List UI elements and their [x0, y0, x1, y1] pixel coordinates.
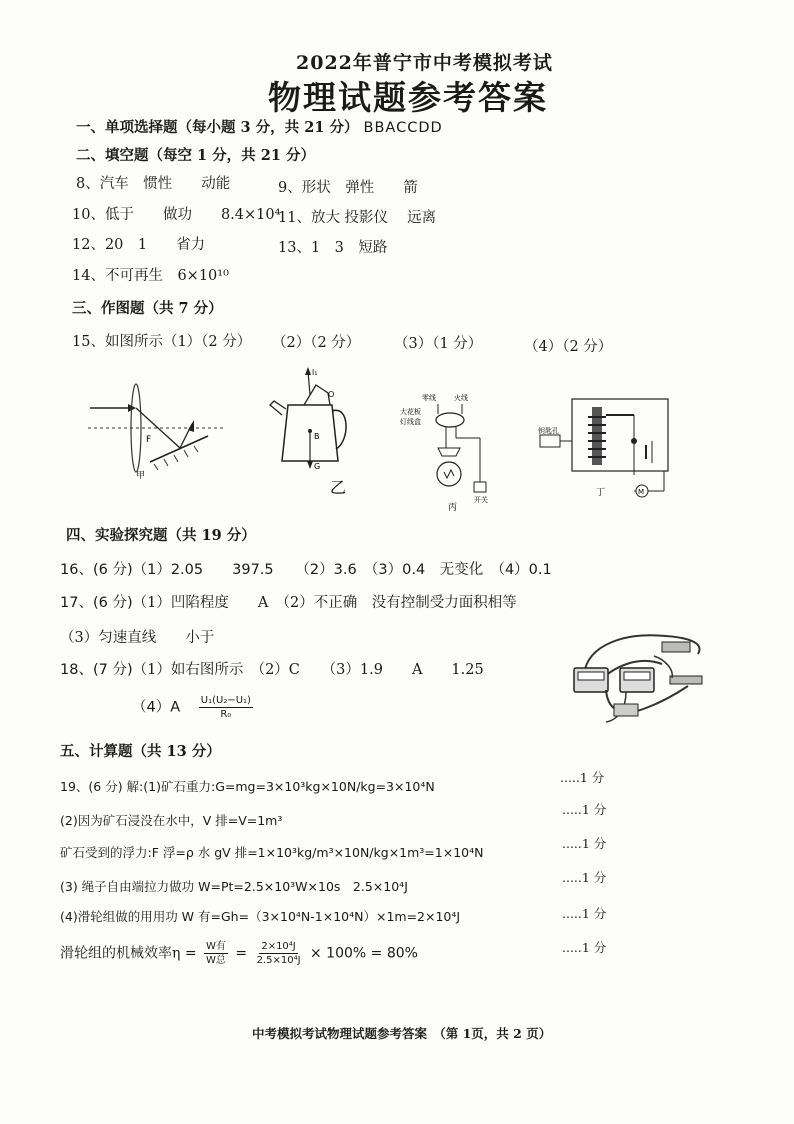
answer-q17 — [60, 591, 517, 612]
fig-ding-label-keyhole: 钥匙孔 — [538, 427, 559, 435]
score-mark: .....1 分 — [562, 940, 607, 955]
section-2-heading: 二、填空题（每空 1 分，共 21 分） — [76, 147, 315, 164]
efficiency-fraction-values — [255, 940, 303, 967]
answer-q15-part4: （4）（2 分） — [524, 339, 613, 355]
answer-q16 — [60, 558, 552, 579]
answer-q9: 9、形状 弹性 箭 — [278, 180, 418, 196]
fig-yi-label-O: O — [328, 390, 335, 399]
answer-q15-part3: （3）（1 分） — [394, 336, 483, 352]
answer-q11: 11、放大 投影仪 远离 — [278, 210, 437, 226]
figure-yi-kettle — [268, 365, 368, 500]
section-1-answers: BBACCDD — [363, 120, 443, 136]
q18-body: （1）如右图所示 （2）C （3）1.9 A 1.25 — [132, 662, 484, 678]
figure-jia-lens-mirror — [88, 380, 228, 480]
section-5-heading: 五、计算题（共 13 分） — [60, 743, 221, 760]
fig-yi-label-l1: l₁ — [312, 368, 318, 377]
figure-bing-circuit — [398, 392, 498, 514]
q18-fraction — [199, 694, 253, 721]
section-3-heading: 三、作图题（共 7 分） — [72, 300, 223, 317]
page-footer: 中考模拟考试物理试题参考答案 （第 1页，共 2 页） — [252, 1026, 552, 1041]
answer-q15-part1: 15、如图所示（1）（2 分） — [72, 334, 252, 350]
q19-prefix: 19、(6 分) 解: — [60, 779, 144, 794]
answer-q19-efficiency: 滑轮组的机械效率η = $\frac{\text{W有}}{\text{W总}}$ = $\frac{\text{2×10⁴J}}{\text{2.5×10⁴J}}$ × 100% = 80% — [60, 941, 418, 966]
fig-jia-label-F: F — [146, 435, 152, 445]
score-mark: .....1 分 — [562, 802, 607, 817]
score-mark: .....1 分 — [562, 836, 607, 851]
answer-q19-buoyancy: 矿石受到的浮力:F 浮=ρ 水 gV 排=1×10³kg/m³×10N/kg×1m³=1×10⁴N — [60, 845, 484, 860]
fig-bing-label-live: 火线 — [454, 394, 468, 402]
answer-q13: 13、1 3 短路 — [278, 240, 388, 256]
answer-q10: 10、低于 做功 8.4×10⁴ — [72, 207, 281, 223]
efficiency-fraction-w — [204, 940, 228, 967]
fig-bing-label-neutral: 零线 — [422, 394, 436, 402]
answer-q18-part4 — [132, 694, 256, 721]
q16-body: （1）2.05 397.5 （2）3.6 （3）0.4 无变化 （4）0.1 — [132, 562, 552, 578]
fig-bing-label-switch: 开关 — [474, 496, 488, 504]
q16-prefix: 16、(6 分) — [60, 562, 133, 578]
q17-body: （1）凹陷程度 A （2）不正确 没有控制受力面积相等 — [132, 595, 517, 611]
q19-step1: (1)矿石重力:G=mg=3×10³kg×10N/kg=3×10⁴N — [143, 779, 435, 794]
section-1-heading — [76, 116, 443, 137]
answer-q12: 12、20 1 省力 — [72, 237, 206, 253]
fig-yi-label-G: G — [314, 462, 321, 471]
q18-fraction-numerator: U₁(U₂−U₁) — [200, 695, 251, 706]
efficiency-fraction-w-denominator: W总 — [206, 955, 226, 966]
fig-bing-caption: 丙 — [448, 503, 458, 513]
score-mark: .....1 分 — [560, 770, 605, 785]
fig-yi-caption: 乙 — [330, 478, 347, 497]
score-mark: .....1 分 — [562, 906, 607, 921]
answer-q19-step4: (4)滑轮组做的用用功 W 有=Gh=（3×10⁴N-1×10⁴N）×1m=2×10⁴J — [60, 909, 461, 924]
answer-q8: 8、汽车 惯性 动能 — [76, 176, 231, 192]
answer-q19-line1 — [60, 777, 435, 795]
answer-q14: 14、不可再生 6×10¹⁰ — [72, 268, 229, 284]
efficiency-result: × 100% = 80% — [309, 945, 418, 962]
answer-q17-part3: （3）匀速直线 小于 — [60, 630, 215, 646]
q17-prefix: 17、(6 分) — [60, 595, 133, 611]
efficiency-fraction-w-numerator: W有 — [206, 941, 226, 952]
answer-q18 — [60, 658, 484, 679]
q18-prefix: 18、(7 分) — [60, 662, 133, 678]
section-4-heading: 四、实验探究题（共 19 分） — [66, 527, 256, 544]
q18-part4-label: （4）A — [132, 699, 181, 716]
efficiency-fraction-values-denominator: 2.5×10⁴J — [256, 955, 301, 966]
efficiency-fraction-values-numerator: 2×10⁴J — [261, 941, 296, 952]
fig-bing-label-ceiling: 大花板 — [400, 408, 421, 416]
figure-ding-relay — [538, 395, 678, 505]
fig-yi-label-B: B — [314, 432, 320, 441]
answer-q19-step2: (2)因为矿石浸没在水中，V 排=V=1m³ — [60, 813, 283, 828]
figure-q18-circuit-photo — [566, 624, 716, 734]
fig-bing-label-junction: 灯线盒 — [400, 418, 421, 426]
answer-key-title: 物理试题参考答案 — [268, 78, 548, 117]
answer-q19-step3: (3) 绳子自由端拉力做功 W=Pt=2.5×10³W×10s 2.5×10⁴J — [60, 879, 408, 894]
answer-q15-part2: （2）（2 分） — [272, 335, 361, 351]
exam-title: 2022年普宁市中考模拟考试 — [296, 52, 553, 74]
q18-fraction-denominator: R₀ — [220, 709, 232, 720]
efficiency-prefix: 滑轮组的机械效率η = — [60, 945, 197, 962]
section-1-title: 一、单项选择题（每小题 3 分，共 21 分） — [76, 119, 359, 136]
score-mark: .....1 分 — [562, 870, 607, 885]
fig-ding-caption: 丁 — [596, 488, 606, 498]
svg-text:M: M — [638, 488, 645, 496]
fig-jia-caption: 甲 — [136, 471, 146, 480]
